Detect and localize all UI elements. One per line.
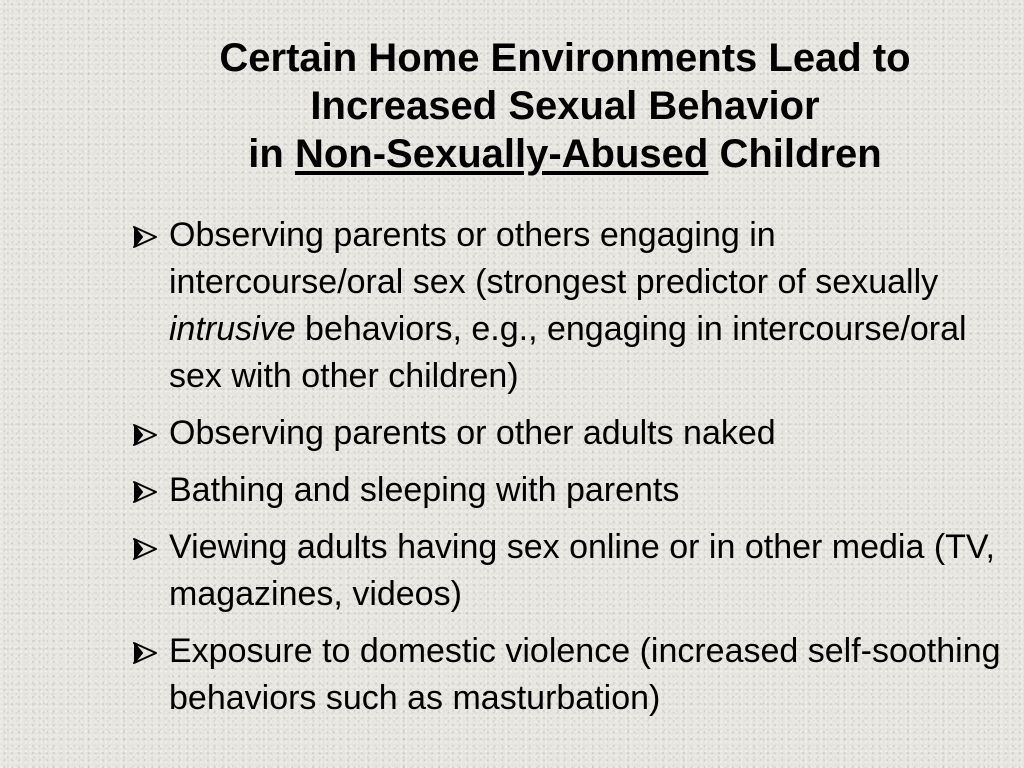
bullet-item bbox=[132, 212, 1002, 400]
bullet-item bbox=[132, 467, 1002, 514]
arrow-bullet-icon bbox=[132, 212, 162, 248]
arrow-bullet-icon bbox=[132, 628, 162, 664]
arrow-bullet-icon bbox=[132, 524, 162, 560]
title-line-3-prefix: in bbox=[248, 132, 295, 176]
title-underlined-phrase: Non-Sexually-Abused bbox=[294, 132, 709, 176]
bullet-item bbox=[132, 628, 1002, 722]
bullet-text: Observing parents or other adults naked bbox=[169, 414, 776, 452]
arrow-bullet-icon bbox=[132, 410, 162, 446]
title-line-3-suffix: Children bbox=[708, 132, 882, 176]
bullet-text: Exposure to domestic violence (increased self-soothing behaviors such as masturbation) bbox=[169, 632, 1001, 717]
bullet-text-italic: intrusive bbox=[169, 310, 296, 348]
bullet-text-after: behaviors, e.g., engaging in intercourse/oral sex with other children) bbox=[169, 310, 967, 395]
bullet-list bbox=[132, 212, 1002, 732]
bullet-item bbox=[132, 524, 1002, 618]
bullet-text: Bathing and sleeping with parents bbox=[169, 471, 680, 509]
bullet-item bbox=[132, 410, 1002, 457]
title-line-2: Increased Sexual Behavior bbox=[310, 84, 820, 128]
bullet-text-before: Observing parents or others engaging in intercourse/oral sex (strongest predictor of sexually bbox=[169, 216, 939, 301]
title-line-1: Certain Home Environments Lead to bbox=[219, 36, 911, 80]
title-line-3 bbox=[150, 130, 980, 178]
bullet-text: Viewing adults having sex online or in other media (TV, magazines, videos) bbox=[169, 528, 995, 613]
arrow-bullet-icon bbox=[132, 467, 162, 503]
slide-title bbox=[150, 34, 980, 178]
